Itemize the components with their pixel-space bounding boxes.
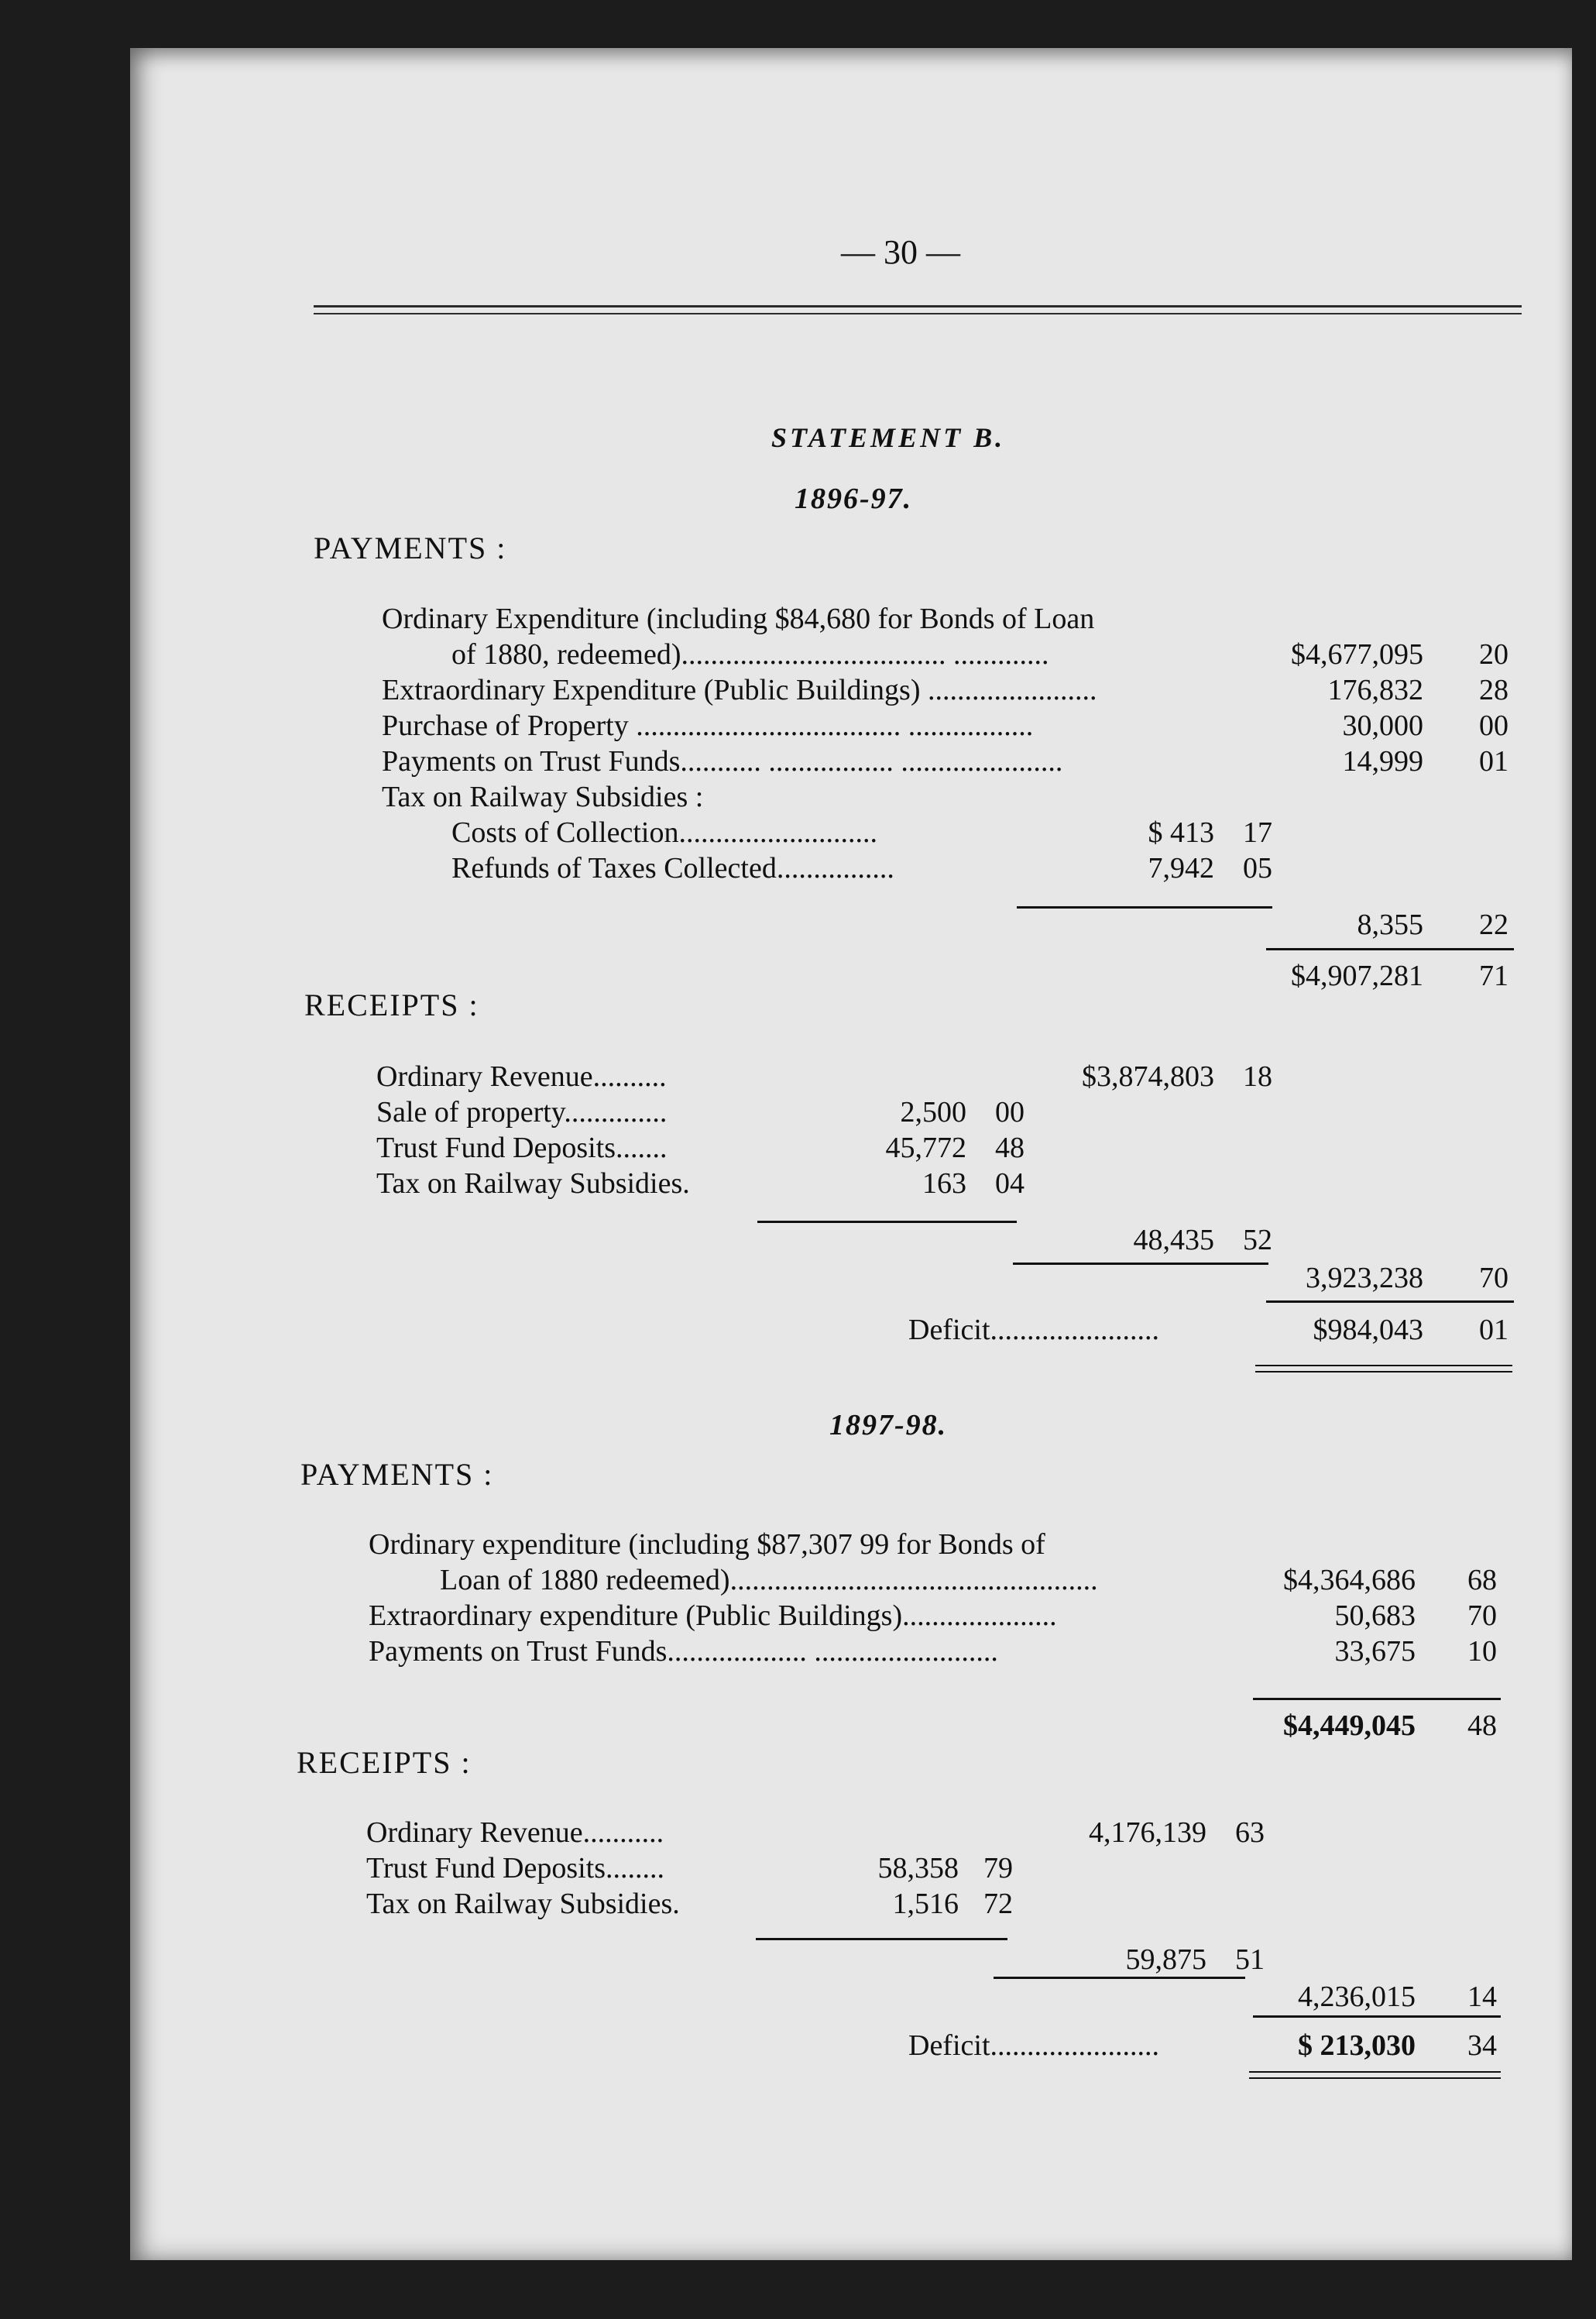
double-rule: [1255, 1371, 1512, 1373]
receipts-heading-1897-98: RECEIPTS :: [297, 1745, 472, 1780]
total-rule: [1266, 1300, 1514, 1303]
total-rule: [1253, 1698, 1501, 1700]
payment-subline: Refunds of Taxes Collected................: [451, 852, 894, 885]
payment-line: Ordinary Expenditure (including $84,680 for Bonds of Loan: [382, 603, 1095, 635]
payment-cents: 28: [1479, 674, 1508, 706]
receipt-subamount: 58,358: [877, 1852, 959, 1884]
deficit-amount: $984,043: [1313, 1314, 1423, 1346]
receipt-line: Ordinary Revenue...........: [366, 1816, 664, 1849]
payment-subcents: 17: [1243, 816, 1272, 849]
payment-subamount: $ 413: [1148, 816, 1214, 849]
payment-subcents: 05: [1243, 852, 1272, 885]
receipt-subamount: 163: [922, 1167, 966, 1200]
receipt-subcents: 48: [995, 1132, 1025, 1164]
receipts-total-cents: 14: [1467, 1981, 1497, 2013]
receipt-cents: 52: [1243, 1224, 1272, 1256]
payments-total: $4,907,281: [1291, 960, 1423, 992]
payment-amount: $4,677,095: [1291, 638, 1423, 671]
receipt-amount: $3,874,803: [1082, 1060, 1214, 1093]
receipt-subamount: 2,500: [900, 1096, 966, 1129]
payment-line: Extraordinary expenditure (Public Buildings).....................: [369, 1599, 1057, 1632]
receipt-line: Tax on Railway Subsidies.: [376, 1167, 690, 1200]
receipt-cents: 18: [1243, 1060, 1272, 1093]
receipt-amount: 59,875: [1125, 1943, 1206, 1976]
payment-line: Payments on Trust Funds................... .........................: [369, 1635, 998, 1668]
payment-cents: 01: [1479, 745, 1508, 778]
deficit-amount: $ 213,030: [1298, 2029, 1416, 2062]
payments-total-cents: 71: [1479, 960, 1508, 992]
payment-cents: 70: [1467, 1599, 1497, 1632]
payment-line: Purchase of Property .................................... .................: [382, 709, 1034, 742]
payment-line: Extraordinary Expenditure (Public Buildings) .......................: [382, 674, 1097, 706]
year-heading-1896-97: 1896-97.: [795, 483, 913, 515]
year-heading-1897-98: 1897-98.: [829, 1409, 948, 1441]
receipt-line: Trust Fund Deposits.......: [376, 1132, 668, 1164]
payment-line: Ordinary expenditure (including $87,307 99 for Bonds of: [369, 1528, 1045, 1561]
receipt-cents: 51: [1235, 1943, 1265, 1976]
payment-cents: 00: [1479, 709, 1508, 742]
receipt-line: Tax on Railway Subsidies.: [366, 1888, 680, 1920]
document-page: [130, 48, 1572, 2260]
receipt-subamount: 45,772: [885, 1132, 966, 1164]
deficit-label: Deficit.......................: [908, 2029, 1160, 2062]
payment-subamount: 7,942: [1148, 852, 1214, 885]
double-rule: [1249, 2071, 1501, 2073]
total-rule: [1253, 2015, 1501, 2018]
double-rule: [1255, 1365, 1512, 1366]
deficit-cents: 01: [1479, 1314, 1508, 1346]
statement-title: STATEMENT B.: [771, 422, 1006, 453]
payment-subline: Costs of Collection...........................: [451, 816, 877, 849]
subtotal-rule: [1013, 1263, 1268, 1265]
deficit-label: Deficit.......................: [908, 1314, 1160, 1346]
payment-amount: 50,683: [1334, 1599, 1416, 1632]
payment-amount: $4,364,686: [1283, 1564, 1416, 1596]
receipt-subcents: 79: [983, 1852, 1013, 1884]
receipts-total: 4,236,015: [1298, 1981, 1416, 2013]
payments-total-cents: 48: [1467, 1709, 1497, 1742]
subtotal-rule: [1017, 906, 1272, 909]
double-rule: [1249, 2077, 1501, 2079]
payment-amount: 33,675: [1334, 1635, 1416, 1668]
receipt-subcents: 00: [995, 1096, 1025, 1129]
receipt-subcents: 04: [995, 1167, 1025, 1200]
payment-line: Payments on Trust Funds........... ................. ......................: [382, 745, 1063, 778]
receipt-line: Trust Fund Deposits........: [366, 1852, 665, 1884]
receipt-subamount: 1,516: [892, 1888, 959, 1920]
payment-line: Loan of 1880 redeemed)..................................................: [440, 1564, 1098, 1596]
receipt-line: Sale of property..............: [376, 1096, 668, 1129]
receipt-subcents: 72: [983, 1888, 1013, 1920]
header-rule: [314, 305, 1522, 307]
deficit-cents: 34: [1467, 2029, 1497, 2062]
total-rule: [1266, 948, 1514, 950]
subtotal-rule: [757, 1221, 1017, 1223]
payment-amount: 30,000: [1342, 709, 1423, 742]
payment-amount: 176,832: [1327, 674, 1423, 706]
payments-heading-1897-98: PAYMENTS :: [300, 1457, 494, 1492]
subtotal-rule: [994, 1977, 1245, 1979]
receipt-amount: 48,435: [1133, 1224, 1214, 1256]
subtotal-rule: [756, 1938, 1007, 1940]
payment-line: Tax on Railway Subsidies :: [382, 781, 704, 813]
receipt-cents: 63: [1235, 1816, 1265, 1849]
header-rule-thin: [314, 313, 1522, 314]
receipts-heading-1896-97: RECEIPTS :: [304, 988, 479, 1022]
page-number: — 30 —: [841, 233, 960, 271]
payments-total: $4,449,045: [1283, 1709, 1416, 1742]
payment-cents: 22: [1479, 909, 1508, 941]
receipt-amount: 4,176,139: [1089, 1816, 1206, 1849]
receipts-total-cents: 70: [1479, 1262, 1508, 1294]
payment-line: of 1880, redeemed).................................... .............: [451, 638, 1049, 671]
payment-amount: 8,355: [1357, 909, 1423, 941]
payment-cents: 20: [1479, 638, 1508, 671]
payments-heading-1896-97: PAYMENTS :: [314, 531, 507, 565]
receipt-line: Ordinary Revenue..........: [376, 1060, 667, 1093]
payment-amount: 14,999: [1342, 745, 1423, 778]
payment-cents: 68: [1467, 1564, 1497, 1596]
payment-cents: 10: [1467, 1635, 1497, 1668]
receipts-total: 3,923,238: [1306, 1262, 1423, 1294]
